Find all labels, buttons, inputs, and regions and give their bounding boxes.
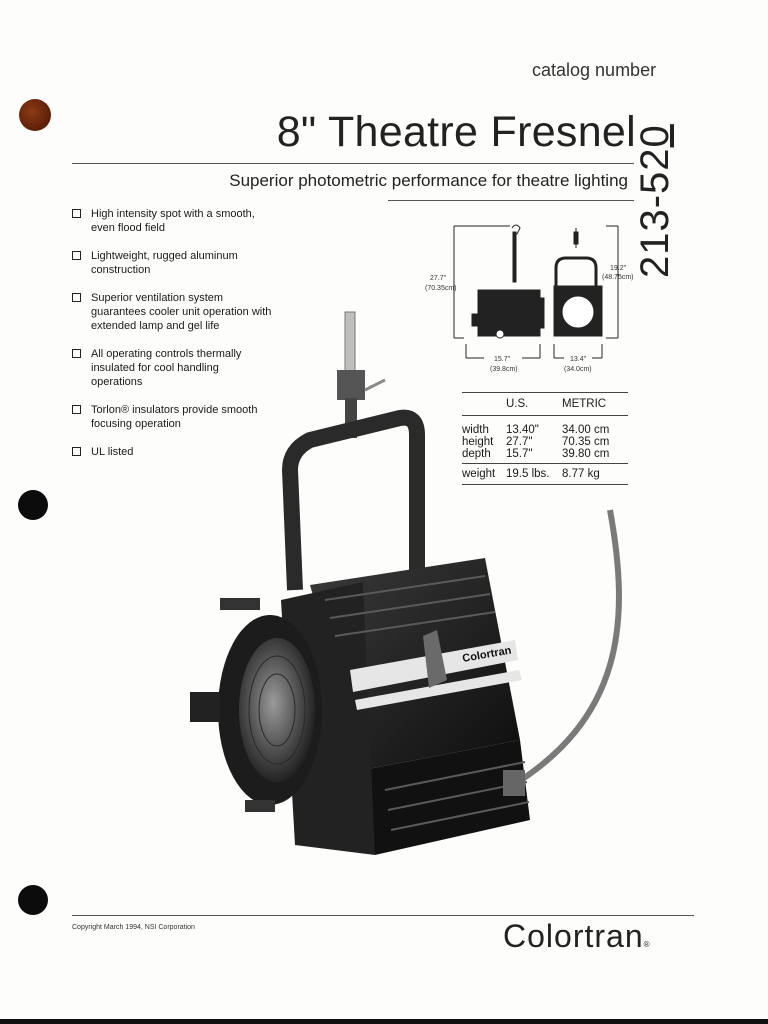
depth-dim-metric: (39.8cm) — [490, 366, 518, 373]
feature-text: Torlon® insulators provide smooth focusing operation — [91, 404, 258, 430]
binder-hole-top — [19, 99, 51, 131]
catalog-number-main: 213-52 — [633, 147, 677, 278]
checkbox-icon — [72, 349, 81, 358]
feature-text: High intensity spot with a smooth, even flood field — [91, 208, 255, 234]
brand-name: Colortran — [503, 918, 644, 954]
footer-rule — [72, 915, 694, 916]
checkbox-icon — [72, 293, 81, 302]
binder-hole-middle — [18, 490, 48, 520]
brand-logo — [503, 918, 650, 955]
feature-text: All operating controls thermally insulated for cool handling operations — [91, 348, 242, 388]
spec-header-us: U.S. — [506, 393, 562, 416]
spec-us: 19.5 lbs. — [506, 464, 562, 485]
checkbox-icon — [72, 447, 81, 456]
fixture-brand-label: Colortran — [461, 644, 513, 665]
subtitle-rule — [388, 200, 634, 201]
front-height-dim-metric: (48.75cm) — [602, 274, 634, 281]
registered-mark: ® — [643, 940, 650, 949]
spec-metric: 39.80 cm — [562, 448, 610, 460]
height-dim-us: 27.7" — [430, 275, 447, 282]
power-cord — [505, 510, 619, 790]
spec-us: 13.40" — [506, 424, 539, 436]
catalog-label: catalog number — [532, 60, 657, 80]
feature-item — [72, 207, 272, 235]
title-rule — [72, 163, 634, 164]
depth-dim-us: 15.7" — [494, 356, 511, 363]
spec-label: width — [462, 424, 489, 436]
feature-text: UL listed — [91, 446, 134, 458]
page-title: 8" Theatre Fresnel — [276, 108, 636, 156]
checkbox-icon — [72, 251, 81, 260]
spec-metric: 34.00 cm — [562, 424, 610, 436]
height-dim-metric: (70.35cm) — [425, 285, 457, 292]
page-subtitle: Superior photometric performance for theatre lighting — [229, 171, 628, 190]
front-height-dim-us: 19.2" — [610, 265, 627, 272]
fresnel-lens — [239, 638, 315, 782]
spec-metric: 70.35 cm — [562, 436, 610, 448]
spec-metric: 8.77 kg — [562, 464, 628, 485]
spec-us: 15.7" — [506, 448, 533, 460]
spec-label: height — [462, 436, 494, 448]
copyright-text: Copyright March 1994, NSI Corporation — [72, 924, 195, 931]
feature-text: Superior ventilation system guarantees cooler unit operation with extended lamp and gel life — [91, 292, 272, 332]
spec-us: 27.7" — [506, 436, 533, 448]
catalog-number — [633, 124, 678, 278]
width-dim-metric: (34.0cm) — [564, 366, 592, 373]
fresnel-product-photo — [185, 300, 645, 870]
binder-hole-bottom — [18, 885, 48, 915]
feature-item — [72, 249, 272, 277]
checkbox-icon — [72, 209, 81, 218]
feature-text: Lightweight, rugged aluminum construction — [91, 250, 238, 276]
catalog-number-last: 0 — [633, 124, 677, 148]
bottom-edge — [0, 1019, 768, 1024]
spec-header-metric: METRIC — [562, 393, 628, 416]
width-dim-us: 13.4" — [570, 356, 587, 363]
spec-label: depth — [462, 448, 491, 460]
spec-label: weight — [462, 464, 506, 485]
checkbox-icon — [72, 405, 81, 414]
